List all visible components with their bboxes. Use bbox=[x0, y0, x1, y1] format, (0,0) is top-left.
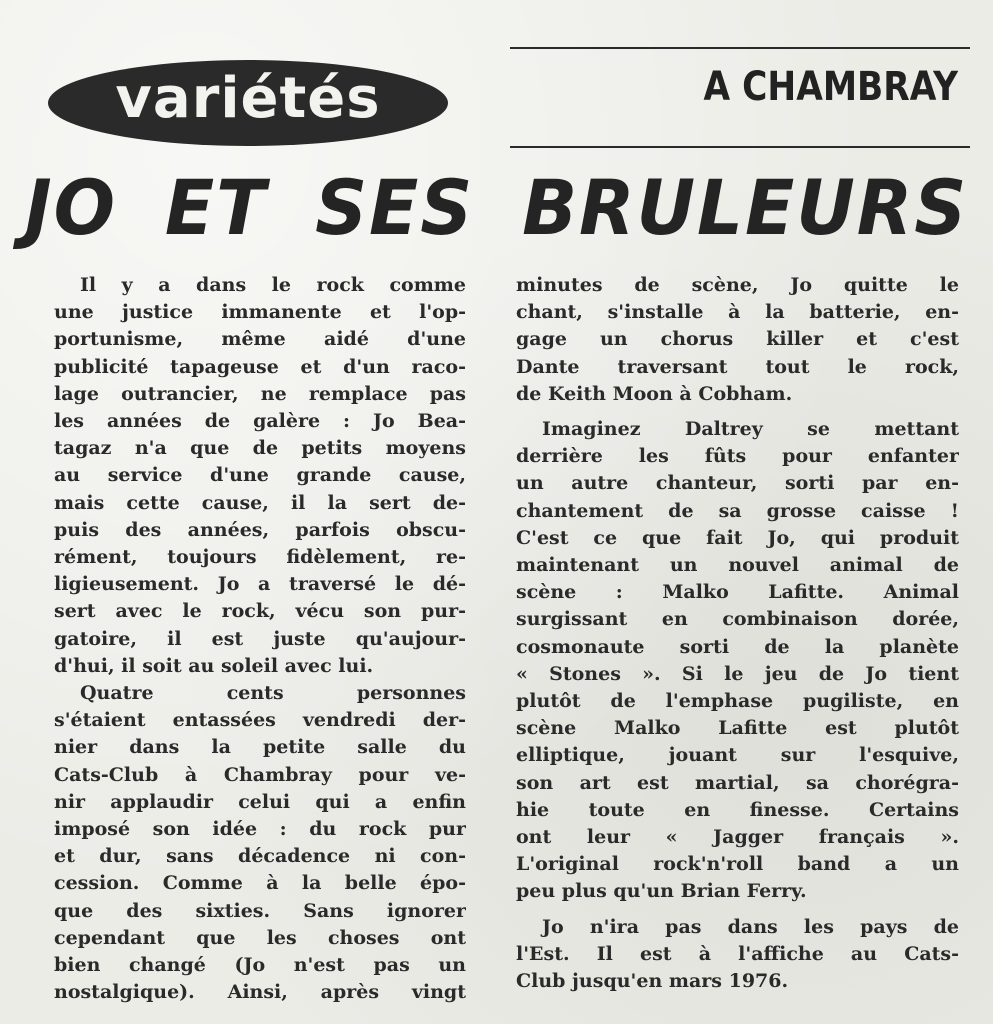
text-line: rément, toujours fidèlement, re- bbox=[54, 546, 466, 569]
text-line: Quatre cents personnes bbox=[80, 682, 466, 705]
text-line: chantement de sa grosse caisse ! bbox=[516, 499, 959, 522]
text-line: portunisme, même aidé d'une bbox=[54, 328, 466, 351]
article-column-right bbox=[516, 272, 959, 995]
text-line: Jo n'ira pas dans les pays de bbox=[542, 915, 959, 938]
text-line: scène : Malko Lafitte. Animal bbox=[516, 581, 959, 604]
text-line: ligieusement. Jo a traversé le dé- bbox=[54, 573, 466, 596]
text-line: plutôt de l'emphase pugiliste, en bbox=[516, 690, 959, 713]
text-line: cession. Comme à la belle épo- bbox=[54, 872, 466, 895]
text-line: et dur, sans décadence ni con- bbox=[54, 845, 466, 868]
text-line: publicité tapageuse et d'un raco- bbox=[54, 355, 466, 378]
paragraph-5 bbox=[516, 914, 959, 996]
text-line: derrière les fûts pour enfanter bbox=[516, 445, 959, 468]
text-line: imposé son idée : du rock pur bbox=[54, 818, 466, 841]
text-line: tagaz n'a que de petits moyens bbox=[54, 437, 466, 460]
section-badge bbox=[48, 60, 448, 146]
text-line: d'hui, il soit au soleil avec lui. bbox=[54, 654, 374, 677]
text-line: nier dans la petite salle du bbox=[54, 736, 466, 759]
text-line: au service d'une grande cause, bbox=[54, 464, 466, 487]
article-column-left bbox=[54, 272, 466, 1006]
paragraph-2 bbox=[54, 680, 466, 1006]
text-line: minutes de scène, Jo quitte le bbox=[516, 274, 959, 296]
section-badge-label: variétés bbox=[115, 66, 381, 131]
text-line: bien changé (Jo n'est pas un bbox=[54, 954, 466, 977]
text-line: chant, s'installe à la batterie, en- bbox=[516, 301, 959, 324]
text-line: gage un chorus killer et c'est bbox=[516, 328, 959, 351]
location-kicker: A CHAMBRAY bbox=[703, 64, 958, 110]
text-line: cosmonaute sorti de la planète bbox=[516, 635, 959, 658]
text-line: l'Est. Il est à l'affiche au Cats- bbox=[516, 942, 959, 965]
text-line: elliptique, jouant sur l'esquive, bbox=[516, 744, 959, 767]
text-line: de Keith Moon à Cobham. bbox=[516, 382, 793, 405]
article-headline: JO ET SES BRULEURS bbox=[24, 163, 969, 252]
text-line: que des sixties. Sans ignorer bbox=[54, 899, 466, 922]
text-line: son art est martial, sa chorégra- bbox=[516, 771, 959, 794]
text-line: s'étaient entassées vendredi der- bbox=[54, 709, 466, 732]
paragraph-3 bbox=[516, 272, 959, 408]
paragraph-1 bbox=[54, 272, 466, 680]
text-line: Club jusqu'en mars 1976. bbox=[516, 970, 789, 993]
text-line: cependant que les choses ont bbox=[54, 926, 466, 949]
text-line: un autre chanteur, sorti par en- bbox=[516, 472, 959, 495]
text-line: C'est ce que fait Jo, qui produit bbox=[516, 526, 959, 549]
text-line: « Stones ». Si le jeu de Jo tient bbox=[516, 662, 959, 685]
text-line: les années de galère : Jo Bea- bbox=[54, 410, 466, 433]
text-line: L'original rock'n'roll band a un bbox=[516, 853, 959, 876]
text-line: nostalgique). Ainsi, après vingt bbox=[54, 981, 466, 1004]
text-line: Il y a dans le rock comme bbox=[80, 274, 466, 296]
text-line: peu plus qu'un Brian Ferry. bbox=[516, 880, 807, 903]
text-line: lage outrancier, ne remplace pas bbox=[54, 382, 466, 405]
kicker-rule-top bbox=[510, 47, 970, 49]
text-line: Imaginez Daltrey se mettant bbox=[542, 418, 959, 441]
text-line: maintenant un nouvel animal de bbox=[516, 554, 959, 577]
text-line: Dante traversant tout le rock, bbox=[516, 355, 959, 378]
paragraph-4 bbox=[516, 416, 959, 906]
text-line: ont leur « Jagger français ». bbox=[516, 826, 959, 849]
text-line: surgissant en combinaison dorée, bbox=[516, 608, 959, 631]
text-line: mais cette cause, il la sert de- bbox=[54, 491, 466, 514]
text-line: Cats-Club à Chambray pour ve- bbox=[54, 763, 466, 786]
text-line: sert avec le rock, vécu son pur- bbox=[54, 600, 466, 623]
text-line: nir applaudir celui qui a enfin bbox=[54, 790, 466, 813]
kicker-rule-bottom bbox=[510, 146, 970, 148]
text-line: gatoire, il est juste qu'aujour- bbox=[54, 627, 466, 650]
text-line: scène Malko Lafitte est plutôt bbox=[516, 717, 959, 740]
text-line: une justice immanente et l'op- bbox=[54, 301, 466, 324]
text-line: puis des années, parfois obscu- bbox=[54, 518, 466, 541]
text-line: hie toute en finesse. Certains bbox=[516, 798, 959, 821]
